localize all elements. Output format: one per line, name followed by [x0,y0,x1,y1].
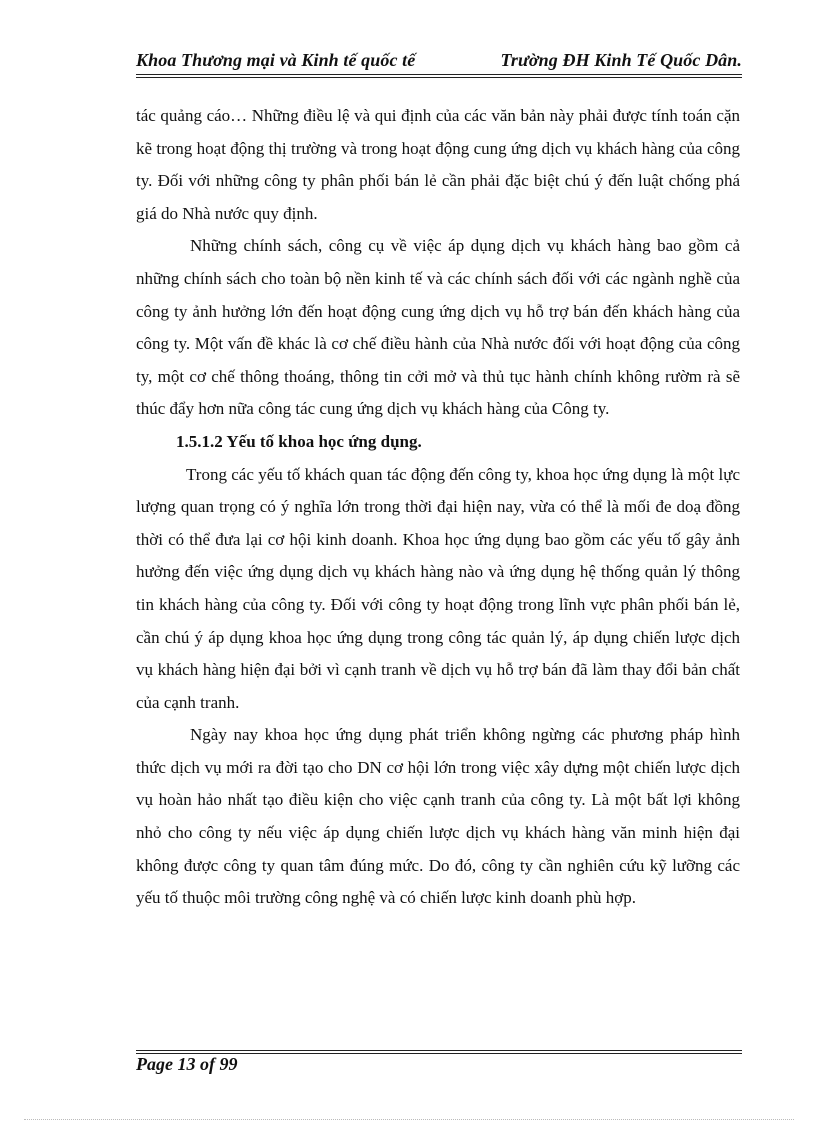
footer-rule [136,1050,742,1051]
header-rule [136,74,742,75]
paragraph-modern-development: Ngày nay khoa học ứng dụng phát triển không ngừng các phương pháp hình thức dịch vụ mới ra đời tạo cho DN cơ hội lớn trong việc xây dựng một chiến lược dịch vụ hoàn hảo nhất tạo điều kiện cho việc cạnh tranh của công ty. Là một bất lợi không nhỏ cho công ty nếu việc áp dụng chiến lược dịch vụ khách hàng văn minh hiện đại không được công ty quan tâm đúng mức. Do đó, công ty cần nghiên cứu kỹ lưỡng các yếu tố thuộc môi trường công nghệ và có chiến lược kinh doanh phù hợp. [136,725,740,908]
header-faculty: Khoa Thương mại và Kinh tế quốc tế [136,50,416,70]
header-university: Trường ĐH Kinh Tế Quốc Dân. [500,50,742,70]
paragraph-continuation: tác quảng cáo… Những điều lệ và qui định của các văn bản này phải được tính toán cặn kẽ trong hoạt động thị trường và trong hoạt động cung ứng dịch vụ khách hàng của công ty. Đối với những công ty phân phối bán lẻ cần phải đặc biệt chú ý đến luật chống phá giá do Nhà nước quy định. [136,106,740,223]
paragraph-policies: Những chính sách, công cụ về việc áp dụng dịch vụ khách hàng bao gồm cả những chính sách cho toàn bộ nền kinh tế và các chính sách đối với các ngành nghề của công ty ảnh hưởng lớn đến hoạt động cung ứng dịch vụ hỗ trợ bán đến khách hàng của công ty. Một vấn đề khác là cơ chế điều hành của Nhà nước đối với hoạt động của công ty, một cơ chế thông thoáng, thông tin cởi mở và thủ tục hành chính không rườm rà sẽ thúc đẩy hơn nữa công tác cung ứng dịch vụ khách hàng của Công ty. [136,236,740,419]
page-header [136,46,742,76]
page-number: Page 13 of 99 [136,1054,238,1074]
header-rule-secondary [136,77,742,78]
page-edge [24,1119,794,1120]
document-body [136,100,740,915]
section-heading: 1.5.1.2 Yếu tố khoa học ứng dụng. [176,431,422,451]
paragraph-applied-science: Trong các yếu tố khách quan tác động đến công ty, khoa học ứng dụng là một lực lượng quan trọng có ý nghĩa lớn trong thời đại hiện nay, vừa có thể là mối đe doạ đồng thời có thể đưa lại cơ hội kinh doanh. Khoa học ứng dụng bao gồm các yếu tố gây ảnh hưởng đến việc ứng dụng dịch vụ khách hàng nào và ứng dụng hệ thống quản lý thông tin khách hàng của công ty. Đối với công ty hoạt động trong lĩnh vực phân phối bán lẻ, cần chú ý áp dụng khoa học ứng dụng trong công tác quản lý, áp dụng chiến lược dịch vụ khách hàng hiện đại bởi vì cạnh tranh về dịch vụ hỗ trợ bán đã làm thay đổi bản chất của cạnh tranh. [136,464,740,712]
